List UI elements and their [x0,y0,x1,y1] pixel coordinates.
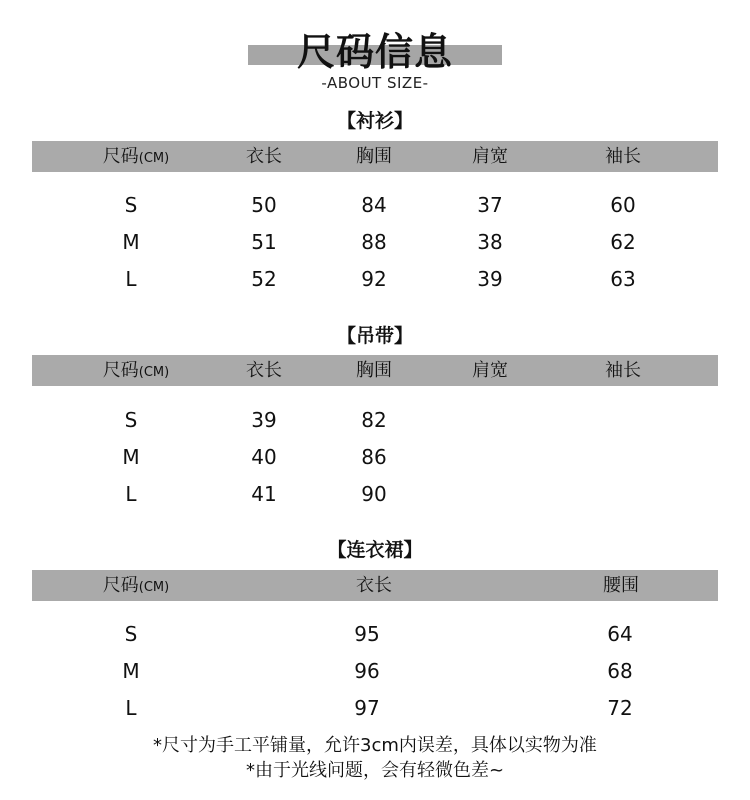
section-label-shirt: 【衬衫】 [336,110,413,132]
header-length: 衣长 [246,360,282,381]
table-row [0,621,750,647]
cell-shoulder: 38 [477,230,503,254]
cell-size: L [125,267,137,291]
cell-waist: 64 [607,622,633,646]
cell-length: 39 [251,408,277,432]
table-header-camisole [32,355,718,386]
page-title: 尺码信息 [296,30,453,74]
cell-shoulder: 39 [477,267,503,291]
cell-length: 51 [251,230,277,254]
header-chest: 胸围 [356,360,392,381]
cell-chest: 90 [361,482,387,506]
header-length: 衣长 [356,575,392,596]
section-label-dress: 【连衣裙】 [327,539,423,561]
table-row [0,658,750,684]
cell-waist: 68 [607,659,633,683]
cell-chest: 82 [361,408,387,432]
table-row [0,266,750,292]
section-label-camisole: 【吊带】 [336,325,413,347]
cell-sleeve: 63 [610,267,636,291]
cell-length: 40 [251,445,277,469]
cell-length: 95 [354,622,380,646]
header-size: 尺码(CM) [102,575,170,596]
header-sleeve: 袖长 [605,360,641,381]
table-row [0,229,750,255]
cell-size: L [125,482,137,506]
header-shoulder: 肩宽 [472,360,508,381]
cell-length: 50 [251,193,277,217]
table-row [0,444,750,470]
page-subtitle: -ABOUT SIZE- [321,74,429,92]
table-row [0,192,750,218]
table-row [0,407,750,433]
table-row [0,481,750,507]
footnote-measurement: *尺寸为手工平铺量，允许3cm内误差，具体以实物为准 [153,735,597,756]
title-block [0,28,750,76]
footnote-color: *由于光线问题，会有轻微色差~ [245,760,505,781]
cell-size: M [122,230,140,254]
cell-size: L [125,696,137,720]
cell-chest: 86 [361,445,387,469]
cell-shoulder: 37 [477,193,503,217]
cell-length: 96 [354,659,380,683]
header-shoulder: 肩宽 [472,146,508,167]
header-waist: 腰围 [603,575,639,596]
table-header-dress [32,570,718,601]
cell-waist: 72 [607,696,633,720]
cell-length: 97 [354,696,380,720]
cell-size: M [122,659,140,683]
header-length: 衣长 [246,146,282,167]
cell-chest: 92 [361,267,387,291]
cell-size: M [122,445,140,469]
header-sleeve: 袖长 [605,146,641,167]
cell-sleeve: 60 [610,193,636,217]
cell-length: 41 [251,482,277,506]
cell-chest: 88 [361,230,387,254]
cell-size: S [124,622,138,646]
table-row [0,695,750,721]
cell-chest: 84 [361,193,387,217]
table-header-shirt [32,141,718,172]
cell-size: S [124,193,138,217]
cell-length: 52 [251,267,277,291]
cell-sleeve: 62 [610,230,636,254]
header-chest: 胸围 [356,146,392,167]
header-size: 尺码(CM) [102,146,170,167]
cell-size: S [124,408,138,432]
header-size: 尺码(CM) [102,360,170,381]
